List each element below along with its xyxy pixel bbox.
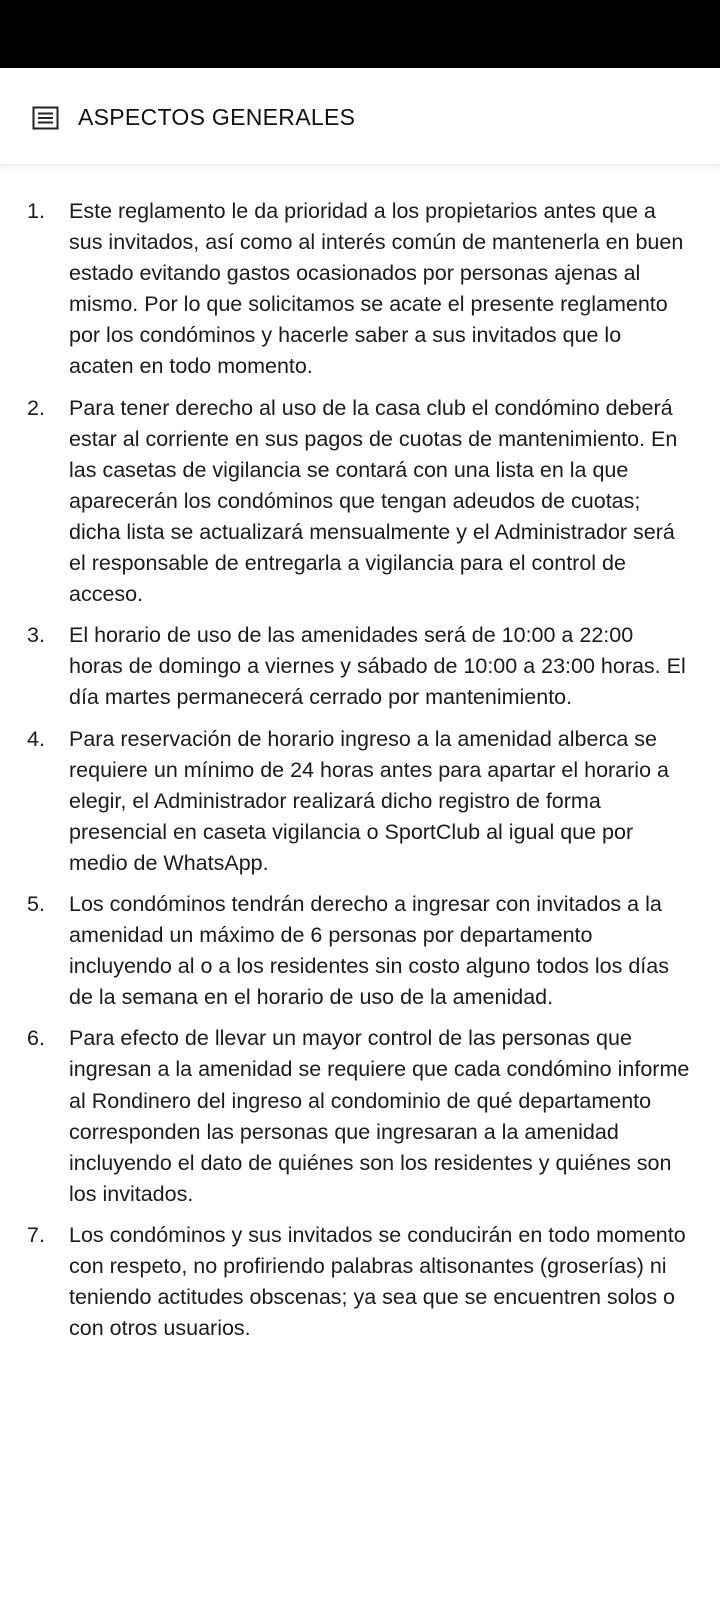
- rule-text: Para tener derecho al uso de la casa club el condómino deberá estar al corriente en sus pagos de cuotas de mantenimiento. En las casetas de vigilancia se contará con una lista en la que aparecerán los condóminos que tengan adeudos de cuotas; dicha lista se actualizará mensualmente y el Administrador será el responsable de entregarla a vigilancia para el control de acceso.: [69, 395, 678, 607]
- list-item: [0, 889, 720, 1013]
- status-bar: [0, 0, 720, 68]
- rule-number: 2.: [27, 395, 45, 420]
- rule-number: 5.: [27, 891, 45, 916]
- list-item: [0, 1023, 720, 1210]
- rules-content: [0, 196, 720, 1354]
- list-document-icon: [32, 106, 59, 130]
- rule-text: El horario de uso de las amenidades será de 10:00 a 22:00 horas de domingo a viernes y sábado de 10:00 a 23:00 horas. El día martes permanecerá cerrado por mantenimiento.: [69, 623, 686, 710]
- rule-number: 3.: [27, 623, 45, 648]
- list-item: [0, 620, 720, 713]
- list-item: [0, 393, 720, 611]
- rule-text: Los condóminos y sus invitados se conducirán en todo momento con respeto, no profiriendo palabras altisonantes (groserías) ni teniendo actitudes obscenas; ya sea que se encuentren solos o con otros usuarios.: [69, 1222, 686, 1341]
- rule-number: 4.: [27, 726, 45, 751]
- rule-number: 7.: [27, 1222, 45, 1247]
- list-item: [0, 196, 720, 383]
- section-header: [0, 68, 720, 165]
- rule-text: Para efecto de llevar un mayor control de las personas que ingresan a la amenidad se requiere que cada condómino informe al Rondinero del ingreso al condominio de qué departamento corresponden las personas que ingresaran a la amenidad incluyendo el dato de quiénes son los residentes y quiénes son los invitados.: [69, 1026, 690, 1206]
- page-title: ASPECTOS GENERALES: [78, 104, 356, 130]
- rule-number: 1.: [27, 199, 45, 223]
- rule-number: 6.: [27, 1026, 45, 1051]
- rule-text: Para reservación de horario ingreso a la amenidad alberca se requiere un mínimo de 24 horas antes para apartar el horario a elegir, el Administrador realizará dicho registro de forma presencial en caseta vigilancia o SportClub al igual que por medio de WhatsApp.: [69, 726, 669, 875]
- list-item: [0, 724, 720, 879]
- list-item: [0, 1220, 720, 1344]
- rules-list: [0, 196, 720, 1344]
- rule-text: Los condóminos tendrán derecho a ingresar con invitados a la amenidad un máximo de 6 personas por departamento incluyendo al o a los residentes sin costo alguno todos los días de la semana en el horario de uso de la amenidad.: [69, 891, 669, 1010]
- rule-text: Este reglamento le da prioridad a los propietarios antes que a sus invitados, así como al interés común de mantenerla en buen estado evitando gastos ocasionados por personas ajenas al mismo. Por lo que solicitamos se acate el presente reglamento por los condóminos y hacerle saber a sus invitados que lo acaten en todo momento.: [69, 199, 684, 379]
